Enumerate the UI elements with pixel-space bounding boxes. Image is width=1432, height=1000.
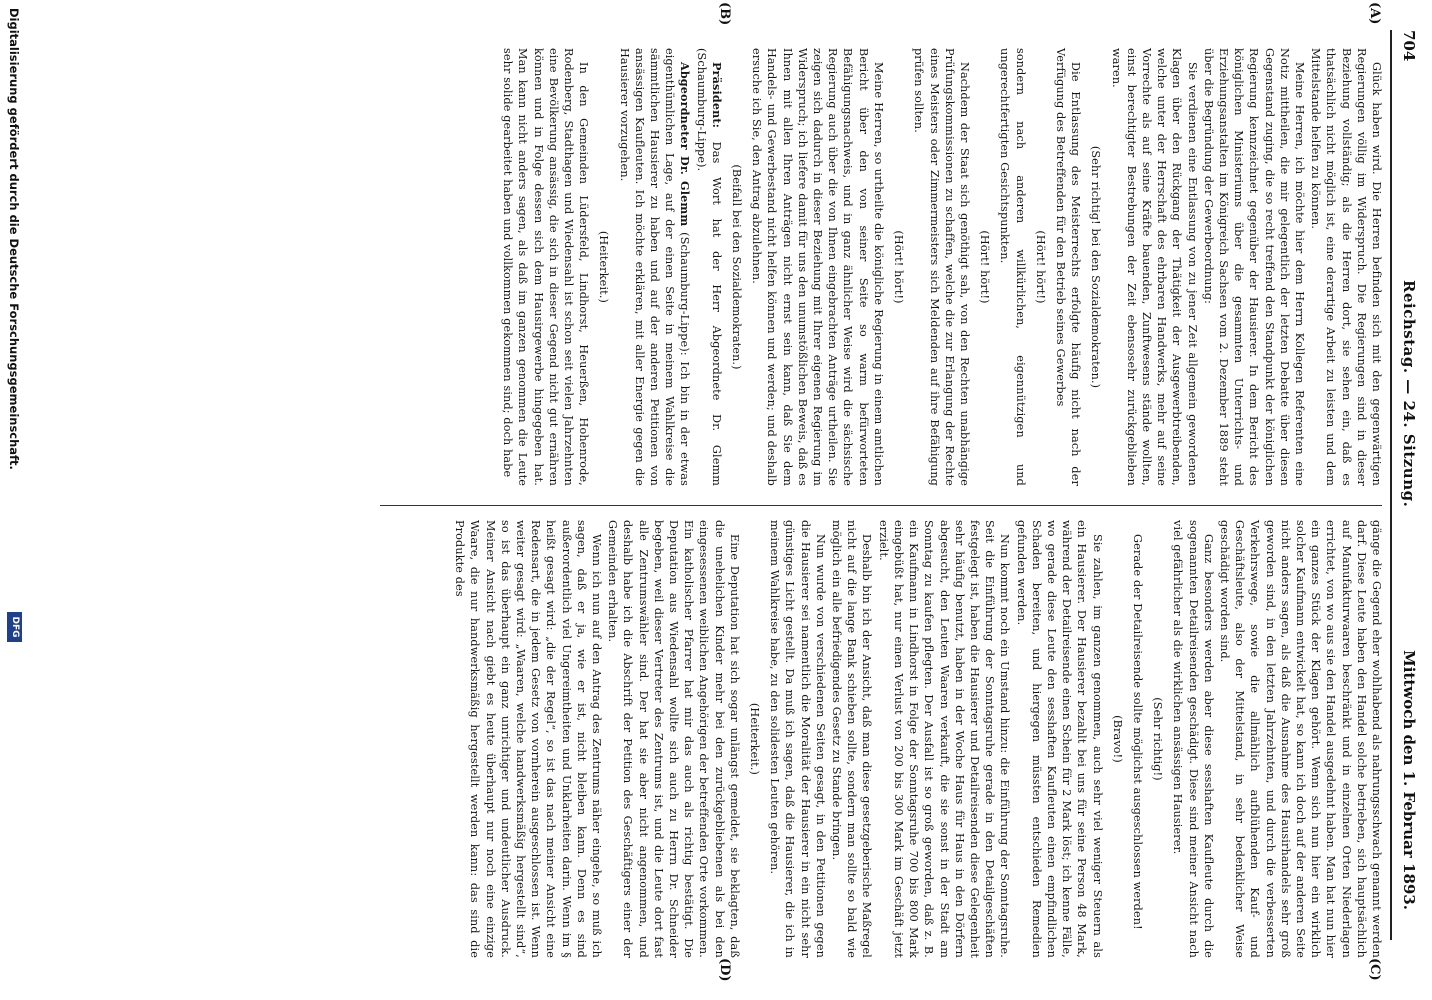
speaker-name: Abgeordneter Dr. Glemm bbox=[678, 62, 693, 227]
interjection: (Heiterkeit.) bbox=[748, 702, 762, 776]
margin-mark-b: (B) bbox=[717, 2, 732, 26]
speaker-paragraph bbox=[616, 48, 692, 486]
paragraph: Eine Deputation hat sich sogar unlängst gemeldet, sie beklagten, daß die unehelichen Kinder mehr bei den zurückgebliebenen als bei den eingesessenen weiblichen Angehörigen der betreffenden Orte vorkommen. Ein katholischer Pfarrer hat mir das auch als richtig bestätigt. Die Deputation aus Wiedensahl wollte sich auch zu Herrn Dr. Schneider begeben, weil dieser Vertreter des Zentrums ist, und die Leute dort fast alle Zentrumswähler sind. Der hat sie aber nicht angenommen, und deshalb habe ich die Abschrift der Petition des Geschäftigers einer der Gemeinden erhalten. bbox=[606, 520, 741, 958]
interjection: (Beifall bei den Sozialdemokraten.) bbox=[730, 164, 744, 370]
footer-text: Digitalisierung gefördert durch die Deutsche Forschungsgemeinschaft. bbox=[7, 8, 21, 470]
header-rule bbox=[1390, 30, 1392, 940]
header-title: Reichstag. — 24. Sitzung. bbox=[1400, 280, 1418, 508]
page-header bbox=[1394, 30, 1420, 980]
paragraph: Ganz besonders werden aber diese sesshaften Kaufleute durch die sogenannten Detailreisenden geschädigt. Diese sind meiner Ansicht nach viel gefährlicher als die wirklichen ansässigen Hausierer. bbox=[1171, 520, 1215, 958]
paragraph: Nun kommt noch ein Umstand hinzu: die Einführung der Sonntagsruhe. Seit die Einführung der Sonntagsruhe gerade in den Detailgeschäften festgelegt ist, haben die Hausierer und Detailreisenden diese Gelegenheit sehr häufig benutzt, haben in der Woche Haus für Haus in den Dörfern abgesucht, den Leuten Waaren verkauft, die sie sonst in der Stadt am Sonntag zu kaufen pflegten. Der Ausfall ist so groß geworden, daß z. B. ein Kaufmann in Lindhorst in Folge der Sonntagsruhe 700 bis 800 Mark eingebüßt hat, nur einen Verlust von 200 bis 300 Mark im Geschäft jetzt erzielt. bbox=[876, 520, 1012, 958]
interjection: (Sehr richtig!) bbox=[1151, 697, 1165, 781]
paragraph: In den Gemeinden Lüdersfeld, Lindhorst, Heuerßen, Hohenrode, Rodenberg, Stadthagen und Wiedensahl ist schon seit vielen Jahrzehnten eine Bevölkerung ansässig, die sich in dieser Gegend nicht gut ernähren können und in Folge dessen sich dem Hausirgewerbe hingegeben hat. Man kann nicht anders sagen, als daß im ganzen genommen die Leute sehr solide gearbeitet haben und vollkommen gekommen sind; doch habe bbox=[501, 48, 591, 486]
interjection: (Hört! hört!) bbox=[1033, 230, 1047, 304]
interjection: (Sehr richtig! bei den Sozialdemokraten.) bbox=[1089, 145, 1103, 389]
interjection: (Heiterkeit.) bbox=[597, 230, 611, 304]
paragraph: Glück haben wird. Die Herren befinden sich mit den gegenwärtigen Regierungen völlig im Widerspruch. Die Regierungen sind in dieser Beziehung vollständig; als die Herren dort, sie sehen ein, daß es thatsächlich nicht möglich ist, eine derartige Arbeit zu leisten und dem Mittelstande helfen zu können. bbox=[1309, 48, 1383, 486]
speaker-text: (Schaumburg-Lippe): Ich bin in der etwas eigenthümlichen Lage, auf der einen Seite in meinem Wahlkreise die sämmtlichen Hausierer zu haben und auf der anderen Petitionen von ansässigen Kaufleuten. Ich möchte erklären, mit aller Energie gegen die Hausierer vorzugehen. bbox=[617, 48, 692, 486]
speaker-paragraph bbox=[693, 48, 723, 486]
interjection: (Hört! hört!) bbox=[892, 230, 906, 304]
speaker-name: Präsident: bbox=[709, 62, 724, 128]
paragraph: Gerade der Detailreisende sollte möglichst ausgeschlossen werden! bbox=[1130, 534, 1144, 930]
paragraph: Nun wurde von verschiedenen Seiten gesagt, in den Petitionen gegen die Hausierer sei namentlich die Moralität der Hausierer in ein nicht sehr günstiges Licht gestellt. Da muß ich sagen, daß die Hausierer, die ich in meinem Wahlkreise habe, zu den solidesten Leuten gehören. bbox=[768, 520, 827, 958]
dfg-logo: DFG bbox=[7, 612, 22, 642]
paragraph: Meine Herren, so urtheilte die königliche Regierung in einem amtlichen Bericht über den von seiner Seite so warm befürworteten Befähigungsnachweis, und in ganz ähnlicher Weise wird die sächsische Regierung auch über die von Ihnen eingebrachten Anträge urtheilen. Sie zeigen sich dadurch in dieser Beziehung mit Ihrer eigenen Regierung im Widerspruch; ich liefere damit für uns den unumstößlichen Beweis, daß es Ihnen mit allen Ihren Anträgen nicht ernst sein kann, daß Sie dem Handels- und Gewerbestand nicht helfen können und werden; und deshalb ersuche ich Sie, den Antrag abzulehnen. bbox=[750, 48, 885, 486]
paragraph: Nachdem der Staat sich genöthigt sah, von den Rechten unabhängige Prüfungskommissionen zu schaffen, welche die zur Erlangung der Rechte eines Meisters oder Zimmermeisters sich Meldenden auf ihre Befähigung prüfen sollten. bbox=[912, 48, 971, 486]
column-divider bbox=[380, 505, 1382, 506]
page-number: 704 bbox=[1400, 30, 1418, 62]
paragraph: Die Entlassung des Meisterrechts erfolgte häufig nicht nach der Verfügung des Betreffenden für den Betrieb seines Gewerbes bbox=[1053, 48, 1083, 486]
paragraph: Deshalb bin ich der Ansicht, daß man diese gesetzgeberische Maßregel nicht auf die lange Bank schieben sollte, sondern man sollte so bald wie möglich ein alle befriedigendes Gesetz zu Stande bringen. bbox=[830, 520, 874, 958]
left-column bbox=[40, 48, 1384, 486]
right-column bbox=[40, 520, 1384, 958]
paragraph: Meine Herren, ich möchte hier dem Herrn Kollegen Referenten eine Notiz mittheilen, die mir gelegentlich der letzten Debatte über diesen Gegenstand zuging, die so recht treffend den Standpunkt der königlichen Regierung kennzeichnet gegenüber der Hausierer. In dem Bericht des königlichen Ministeriums über die gesammten Unterrichts- und Erziehungsanstalten im Königreich Sachsen vom 2. Dezember 1889 steht über die Begründung der Gewerbeordnung: bbox=[1201, 48, 1306, 486]
interjection: (Hört! hört!) bbox=[978, 230, 992, 304]
interjection: (Bravo!) bbox=[1110, 715, 1124, 763]
paragraph: gänge die Gegend eher wohlhabend als nahrungsschwach genannt werden darf. Diese Leute haben den Handel solche betrieben, sich hauptsächlich auf Manufakturwaaren beschränkt und in einzelnen Orten Niederlagen errichtet, von wo aus sie den Handel ausgedehnt haben. Man hat nun hier ein ganzes Stück der Klagen gehört. Wenn sich nun hier ein wirklich solcher Kaufmann entwickelt hat, so kann ich doch auf der anderen Seite nicht anders sagen, als daß die Ausnahme des Hausirhandels sehr groß geworden sind, in den letzten Jahrzehnten, und durch die verbesserten Verkehrswege, sowie die allmählich aufblühenden Kauf- und Geschäftsleute, also der Mittelstand, in sehr bedenklicher Weise geschädigt worden sind. bbox=[1217, 520, 1383, 958]
speaker-text: Das Wort hat der Herr Abgeordnete Dr. Glemm (Schaumburg-Lippe). bbox=[694, 48, 723, 486]
paragraph: Wenn ich nun auf den Antrag des Zentrums näher eingehe, so muß ich sagen, daß er ja, wie er ist, nicht bleiben kann. Denn es sind außerordentlich viel Ungereimtheiten und Unklarheiten darin. Wenn im § heißt gesagt wird: „die der Regel“, so ist das nach meiner Ansicht eine Redensart, die in jedem Gesetz von vornherein ausgeschlossen ist. Wenn weiter gesagt wird: „Waaren, welche handwerksmäßig hergestellt sind“, so ist das überhaupt ein ganz unrichtiger und undeutlicher Ausdruck. Meiner Ansicht nach giebt es heute überhaupt nur noch eine einzige Waare, die nur handwerksmäßig hergestellt werden kann: das sind die Produkte des bbox=[453, 520, 604, 958]
margin-mark-d: (D) bbox=[717, 958, 732, 982]
paragraph: Sie verdienen eine Entlassung von zu jener Zeit allgemein gewordenen Klagen über den Rückgang der Thätigkeit der Ausgewerbtreibenden, welche unter der Herrschaft des ehrbaren Handwerks, mehr auf seine Vorrechte als auf seine Kräfte bauenden, Zunftwesens stände wollten, einst berechtigter Bestrebungen der Zeit ebensosehr zurückgeblieben waren. bbox=[1109, 48, 1199, 486]
paragraph: Sie zahlen, im ganzen genommen, auch sehr viel weniger Steuern als ein Hausierer. Der Hausierer bezahlt bei uns für seine Person 48 Mark, während der Detailreisende einen Schein für 2 Mark löst; ich kenne Fälle, wo gerade diese Leute den sesshaften Kaufleuten einen empfindlichen Schaden bereiten, und hiergegen müssten entschieden Remedien gefunden werden. bbox=[1014, 520, 1104, 958]
header-date: Mittwoch den 1. Februar 1893. bbox=[1400, 650, 1418, 910]
margin-mark-c: (C) bbox=[1367, 958, 1382, 981]
digitization-footer bbox=[2, 0, 24, 1000]
paragraph: sondern nach anderen willkürlichen, eigennützigen und ungerechtfertigten Gesichtspunkten. bbox=[998, 48, 1027, 486]
margin-mark-a: (A) bbox=[1367, 2, 1382, 25]
